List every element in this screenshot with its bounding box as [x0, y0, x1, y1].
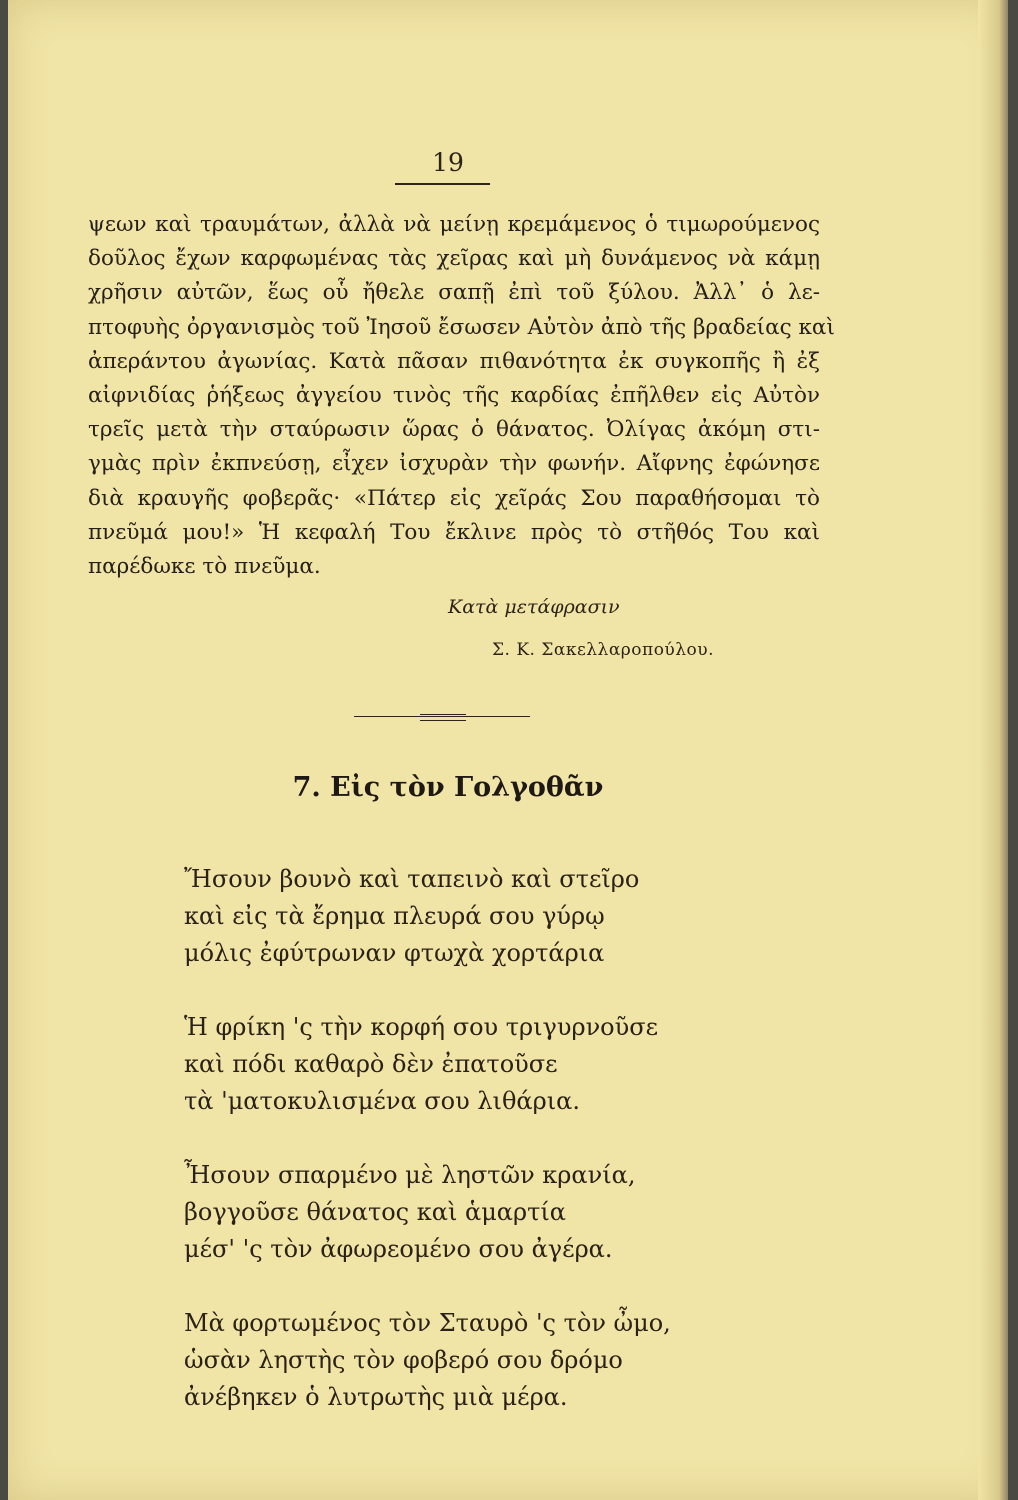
prose-line: παρέδωκε τὸ πνεῦμα. [88, 553, 321, 579]
poem-line: Ἡ φρίκη 'ς τὴν κορφή σου τριγυρνοῦσε [184, 1013, 659, 1041]
attribution-intro: Κατὰ μετάφρασιν [448, 596, 620, 618]
poem-line: Ἦσουν σπαρμένο μὲ ληστῶν κρανία, [184, 1161, 636, 1189]
poem-stanza [184, 1157, 671, 1268]
prose-line: χρῆσιν αὐτῶν, ἕως οὗ ἤθελε σαπῇ ἐπὶ τοῦ ξύλου. Ἀλλ᾽ ὁ λε- [88, 280, 820, 306]
prose-paragraph [88, 208, 835, 584]
prose-line: αἰφνιδίας ῥήξεως ἀγγείου τινὸς τῆς καρδίας ἐπῆλθεν εἰς Αὐτὸν [88, 382, 820, 408]
poem-line: μέσ' 'ς τὸν ἀφωρεομένο σου ἀγέρα. [184, 1235, 613, 1263]
page-edge [978, 0, 1008, 1500]
poem-line: καὶ εἰς τὰ ἔρημα πλευρά σου γύρῳ [184, 902, 605, 930]
poem-line: Μὰ φορτωμένος τὸν Σταυρὸ 'ς τὸν ὦμο, [184, 1309, 671, 1337]
prose-line: ἀπεράντου ἀγωνίας. Κατὰ πᾶσαν πιθανότητα ἐκ συγκοπῆς ἢ ἐξ [88, 348, 820, 374]
attribution-name: Σ. Κ. Σακελλαροπούλου. [492, 640, 715, 660]
section-title: 7. Εἰς τὸν Γολγοθᾶν [292, 772, 604, 803]
poem [184, 861, 671, 1453]
prose-line: γμὰς πρὶν ἐκπνεύσῃ, εἶχεν ἰσχυρὰν τὴν φωνήν. Αἴφνης ἐφώνησε [88, 451, 820, 477]
prose-line: πτοφυὴς ὀργανισμὸς τοῦ Ἰησοῦ ἔσωσεν Αὐτὸν ἀπὸ τῆς βραδείας καὶ [88, 314, 835, 340]
poem-line: ὡσὰν ληστὴς τὸν φοβερό σου δρόμο [184, 1346, 623, 1374]
poem-line: μόλις ἐφύτρωναν φτωχὰ χορτάρια [184, 939, 605, 967]
poem-stanza [184, 1009, 671, 1120]
book-page [8, 0, 1008, 1500]
poem-line: βογγοῦσε θάνατος καὶ ἁμαρτία [184, 1198, 567, 1226]
prose-line: πνεῦμά μου!» Ἡ κεφαλή Του ἔκλινε πρὸς τὸ στῆθός Του καὶ [88, 519, 820, 545]
poem-stanza [184, 861, 671, 972]
poem-line: καὶ πόδι καθαρὸ δὲν ἐπατοῦσε [184, 1050, 558, 1078]
poem-line: ἀνέβηκεν ὁ λυτρωτὴς μιὰ μέρα. [184, 1383, 568, 1411]
page-number: 19 [432, 148, 464, 177]
poem-line: τὰ 'ματοκυλισμένα σου λιθάρια. [184, 1087, 580, 1115]
prose-line: δοῦλος ἔχων καρφωμένας τὰς χεῖρας καὶ μὴ δυνάμενος νὰ κάμῃ [88, 246, 820, 272]
section-divider-ornament [420, 714, 466, 721]
prose-line: διὰ κραυγῆς φοβερᾶς· «Πάτερ εἰς χεῖράς Σου παραθήσομαι τὸ [88, 485, 820, 511]
prose-line: τρεῖς μετὰ τὴν σταύρωσιν ὥρας ὁ θάνατος. Ὀλίγας ἀκόμη στι- [88, 417, 820, 443]
prose-line: ψεων καὶ τραυμάτων, ἀλλὰ νὰ μείνῃ κρεμάμενος ὁ τιμωρούμενος [88, 212, 820, 237]
poem-stanza [184, 1305, 671, 1416]
poem-line: Ἤσουν βουνὸ καὶ ταπεινὸ καὶ στεῖρο [184, 865, 640, 893]
page-number-rule [395, 183, 490, 185]
